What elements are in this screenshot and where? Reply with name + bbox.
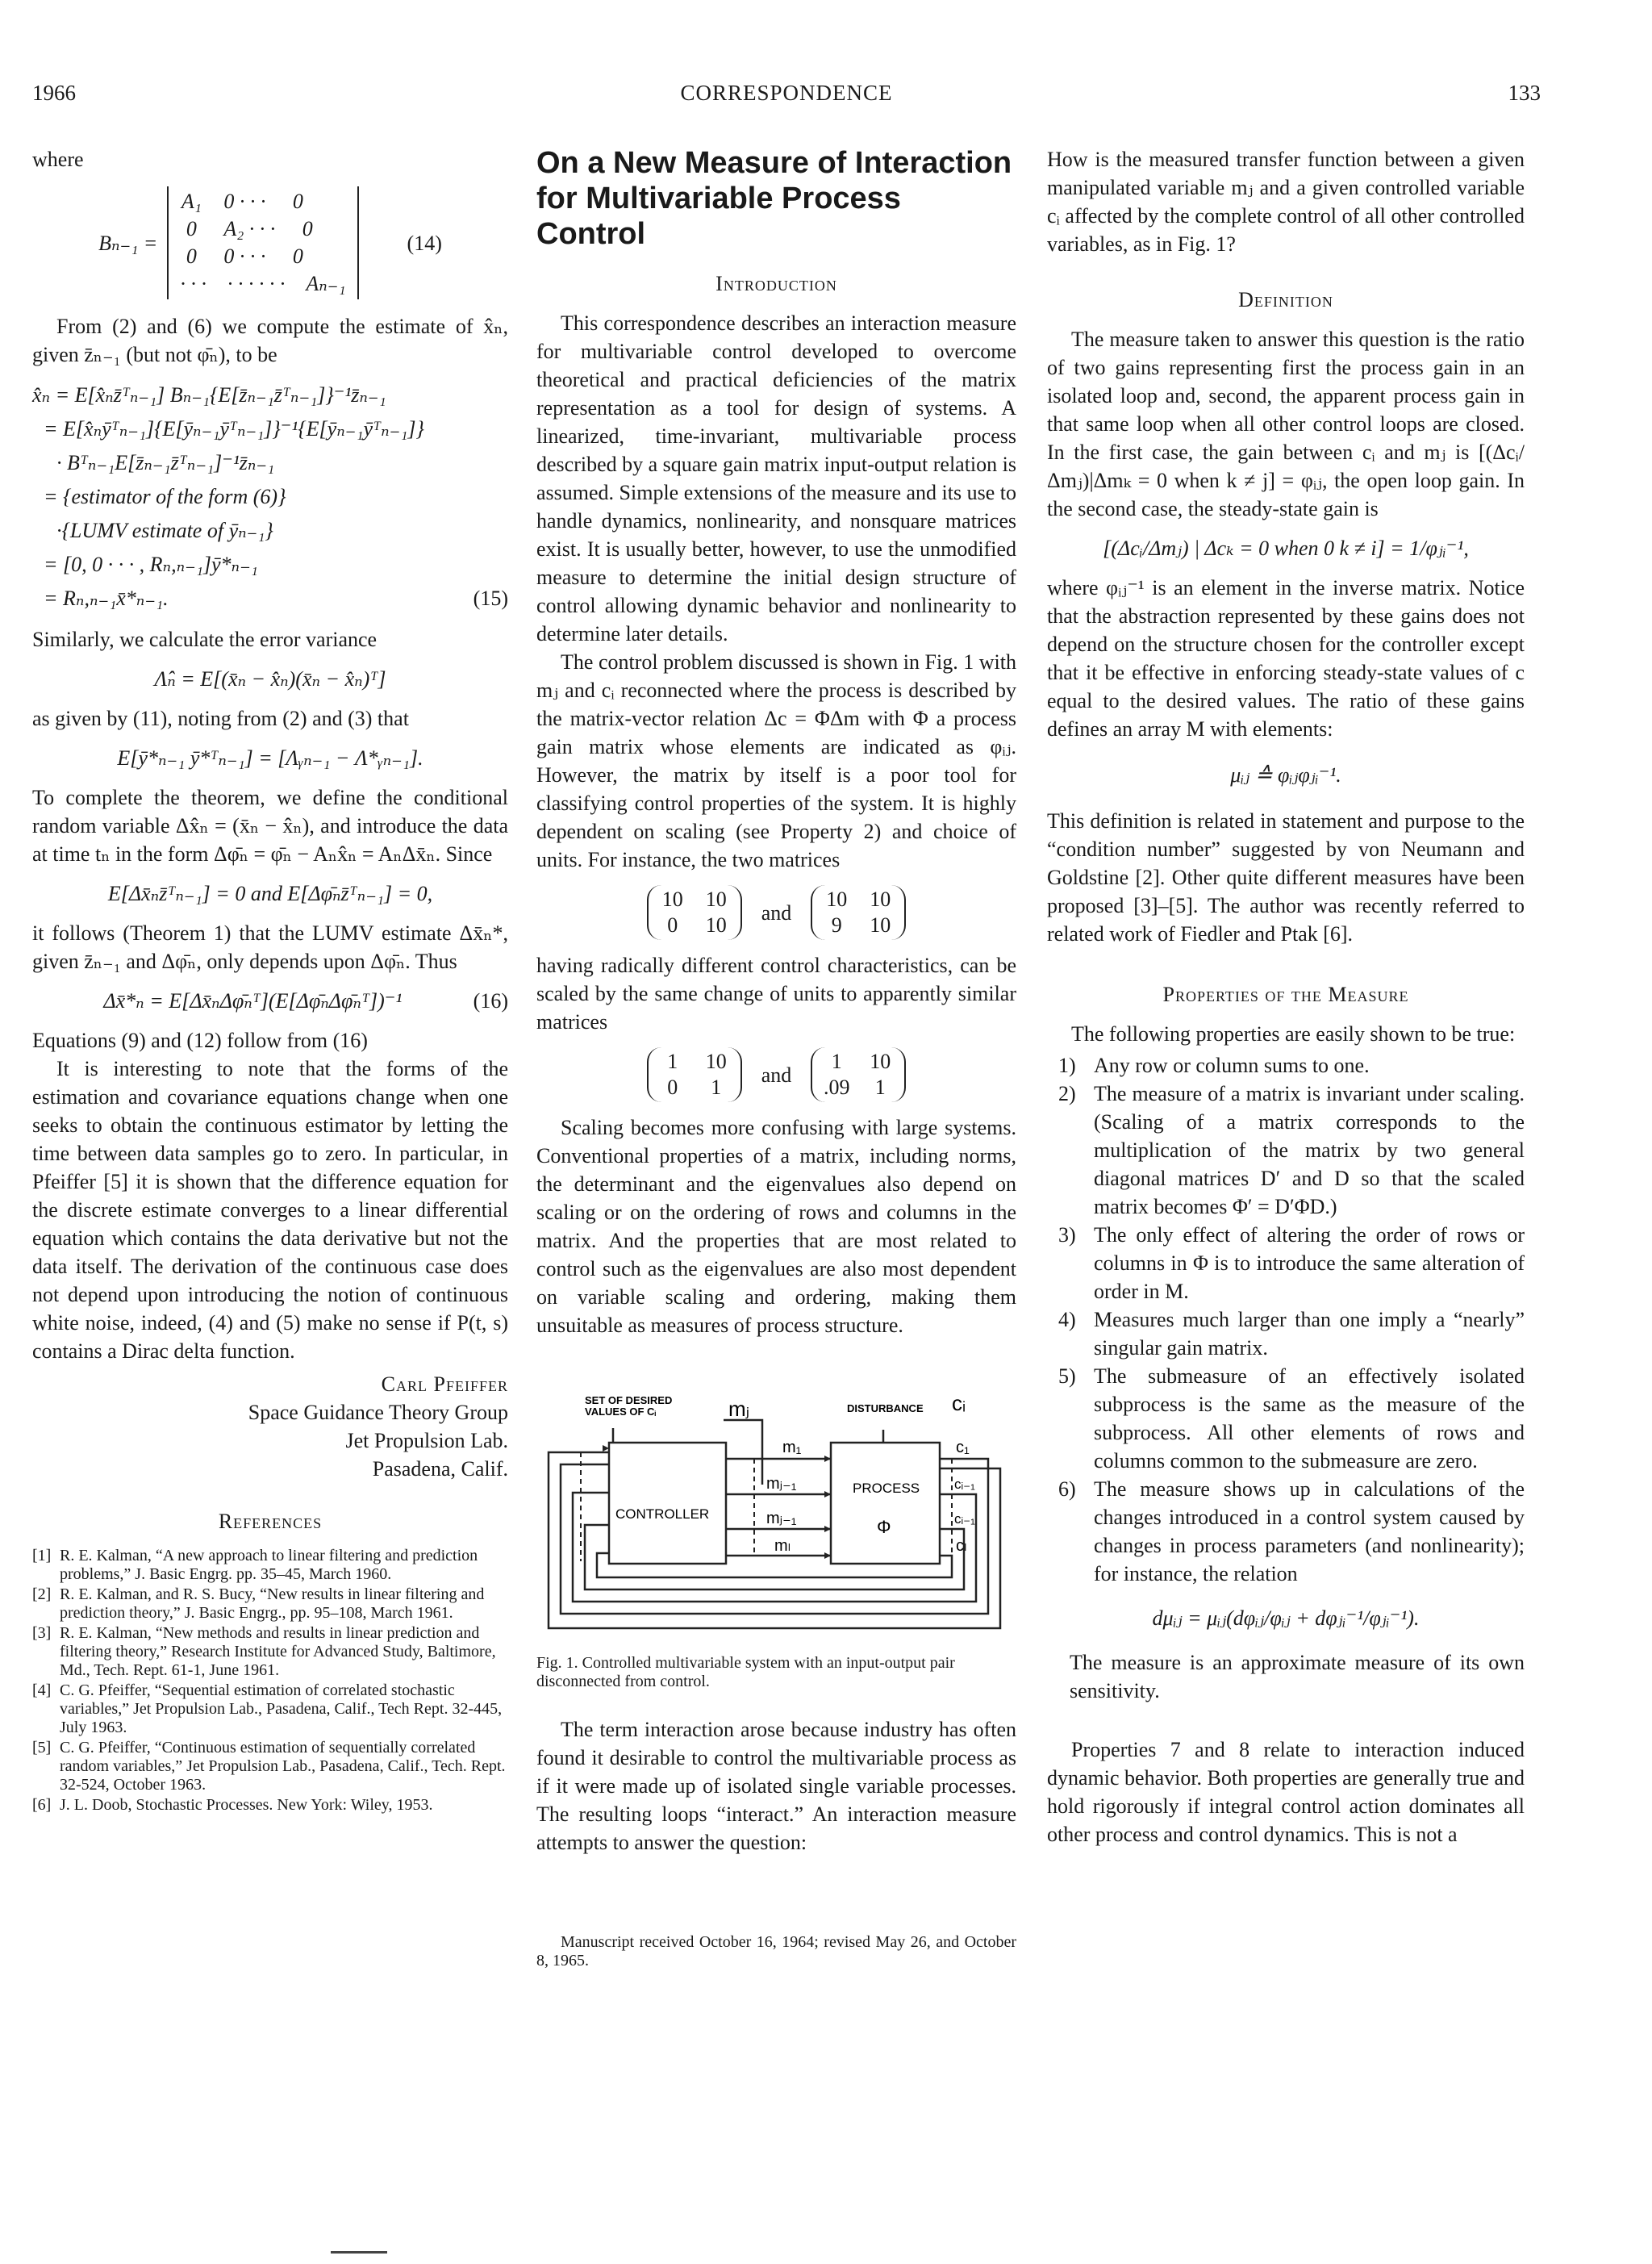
figure-label-ci-1: cᵢ₋₁ (954, 1477, 975, 1492)
matrix-d (811, 1047, 906, 1102)
property-number: 1) (1058, 1054, 1076, 1077)
paragraph-measure: The measure taken to answer this question is the ratio of two gains representing first the process gain in an isolated loop and, second, the apparent process gain in that same loop when all other control loops are closed. In the first case, the gain between cᵢ and mⱼ is [(Δcᵢ/Δmⱼ)|Δmₖ = 0 when k ≠ j] = φᵢⱼ, the open loop gain. In the second case, the steady-state gain is (1047, 328, 1525, 520)
equation-lambda: Λ̂ₙ = E[(x̄ₙ − x̂ₙ)(x̄ₙ − x̂ₙ)ᵀ] (154, 667, 386, 691)
properties-list (1047, 1051, 1525, 1588)
figure-label-process: PROCESS (853, 1481, 920, 1496)
matrix-lhs: Bₙ₋₁ = (98, 231, 158, 255)
property-text: The only effect of altering the order of rows or columns in Φ is to introduce the same alteration of order in M. (1094, 1223, 1525, 1303)
equation-line: x̂ₙ = E[x̂ₙz̄ᵀₙ₋₁] Bₙ₋₁{E[z̄ₙ₋₁z̄ᵀₙ₋₁]}⁻¹z̄ₙ₋₁ (32, 383, 386, 407)
reference-item (32, 1796, 508, 1815)
author-location: Pasadena, Calif. (372, 1457, 508, 1481)
and-text: and (761, 900, 792, 925)
property-item (1047, 1475, 1525, 1588)
running-header (32, 81, 1541, 113)
matrix-c (647, 1047, 742, 1102)
matrix-cell: 0 (302, 217, 313, 240)
equation-line: Δx̄*ₙ = E[Δx̄ₙΔφ̄ₙᵀ](E[Δφ̄ₙΔφ̄ₙᵀ])⁻¹ (103, 989, 403, 1013)
property-text: The measure of a matrix is invariant under scaling. (Scaling of a matrix corresponds to the multiplication of the matrix by two general diagonal matrices D′ and D so that the scaled matrix becomes Φ′ = D′ΦD.) (1094, 1082, 1525, 1218)
reference-text: C. G. Pfeiffer, “Sequential estimation of correlated stochastic variables,” Jet Propulsion Lab., Pasadena, Calif., Tech Rept. 32-445, July 1963. (60, 1681, 503, 1736)
author-lab: Jet Propulsion Lab. (345, 1429, 508, 1452)
figure-label-ml: mₗ (774, 1537, 791, 1555)
paragraph-follows: it follows (Theorem 1) that the LUMV estimate Δx̄ₙ*, given z̄ₙ₋₁ and Δφ̄ₙ, only depends upon Δφ̄ₙ. Thus (32, 921, 508, 973)
property-number: 4) (1058, 1308, 1076, 1331)
equation-steady-state: [(Δcᵢ/Δmⱼ) | Δcₖ = 0 when 0 k ≠ i] = 1/φⱼᵢ⁻¹, (1103, 537, 1469, 560)
matrix-cell: 10 (661, 888, 683, 911)
paragraph-props-7-8: Properties 7 and 8 relate to interaction induced dynamic behavior. Both properties are generally true and hold rigorously if integral control action dominates all other process and control dynamics. This is not a (1047, 1738, 1525, 1846)
figure-label-values: VALUES OF Cᵢ (585, 1406, 657, 1418)
paragraph-term: The term interaction arose because industry has often found it desirable to control the multivariable process as if it were made up of isolated single variable processes. The resulting loops “interact.” An interaction measure attempts to answer the question: (536, 1718, 1016, 1854)
equation-line: = {estimator of the form (6)} (44, 485, 286, 508)
equation-mu: μᵢⱼ ≙ φᵢⱼφⱼᵢ⁻¹. (1230, 763, 1341, 787)
property-number: 6) (1058, 1477, 1076, 1501)
equation-line: = Rₙ,ₙ₋₁x̄*ₙ₋₁. (44, 587, 169, 610)
matrix-cell: 10 (870, 1050, 891, 1073)
matrix-cell: · · · · · · (227, 272, 286, 295)
matrix-cell: 0 (186, 244, 197, 268)
reference-number: [3] (32, 1624, 52, 1642)
paragraph-from: From (2) and (6) we compute the estimate of x̂ₙ, given z̄ₙ₋₁ (but not φ̄ₙ), to be (32, 315, 508, 366)
where-text: where (32, 148, 84, 171)
matrix-cell: 10 (870, 888, 891, 911)
matrix-cell: 1 (711, 1076, 722, 1099)
matrix-cell: 1 (831, 1050, 842, 1073)
article-title: On a New Measure of Interaction for Multivariable Process Control (536, 146, 1012, 251)
property-number: 2) (1058, 1082, 1076, 1105)
figure-label-mj-1: mⱼ₋₁ (766, 1475, 797, 1493)
introduction-heading: Introduction (715, 272, 837, 295)
matrix-cell: 1 (667, 1050, 678, 1073)
property-item (1047, 1362, 1525, 1475)
matrices-scaled (536, 1047, 1016, 1102)
matrix-cell: .09 (824, 1076, 850, 1099)
equation-16 (32, 987, 508, 1015)
property-number: 3) (1058, 1223, 1076, 1247)
matrix-cell: A₁ (181, 190, 202, 213)
reference-item (32, 1624, 508, 1680)
reference-number: [2] (32, 1585, 52, 1603)
paragraph-equations: Equations (9) and (12) follow from (16) (32, 1029, 368, 1052)
figure-label-phi: Φ (877, 1517, 891, 1537)
reference-item (32, 1547, 508, 1584)
reference-item (32, 1739, 508, 1794)
figure-label-mj-1b: mⱼ₋₁ (766, 1510, 797, 1527)
equation-since: E[Δx̄ₙz̄ᵀₙ₋₁] = 0 and E[Δφ̄ₙz̄ᵀₙ₋₁] = 0, (107, 882, 433, 905)
equation-given: E[ȳ*ₙ₋₁ ȳ*ᵀₙ₋₁] = [Λᵧₙ₋₁ − Λ*ᵧₙ₋₁]. (117, 746, 423, 770)
matrix-cell: · · · (180, 272, 206, 295)
header-year: 1966 (32, 81, 76, 105)
matrix-cell: Aₙ₋₁ (306, 272, 346, 295)
figure-label-ci: cᵢ (952, 1391, 966, 1415)
references-list (32, 1547, 508, 1815)
and-text: and (761, 1063, 792, 1087)
paragraph-scaling: Scaling becomes more confusing with large systems. Conventional properties of a matrix, including norms, the determinant and the eigenvalues also depend on scaling or on the ordering of rows and columns in the matrix. And the properties that are most related to control such as the eigenvalues are also most dependent on variable scaling and ordering, making them unsuitable as measures of process structure. (536, 1116, 1016, 1337)
paragraph-complete: To complete the theorem, we define the conditional random variable Δx̂ₙ = (x̄ₙ − x̂ₙ), and introduce the data at time tₙ in the form Δφ̄ₙ = φ̄ₙ − Aₙx̂ₙ = AₙΔx̄ₙ. Since (32, 786, 508, 866)
reference-number: [1] (32, 1547, 52, 1564)
equation-line: · Bᵀₙ₋₁E[z̄ₙ₋₁z̄ᵀₙ₋₁]⁻¹z̄ₙ₋₁ (56, 451, 275, 474)
paragraph-scaled: having radically different control characteristics, can be scaled by the same change of units to apparently similar matrices (536, 954, 1016, 1034)
figure-label-set: SET OF DESIRED (585, 1394, 673, 1406)
reference-number: [4] (32, 1681, 52, 1699)
process-block (831, 1443, 940, 1564)
paragraph-definition: This definition is related in statement and purpose to the “condition number” suggested by von Neumann and Goldstine [2]. Other quite different measures have been proposed [3]–[5]. The author was recently referred to related work of Fiedler and Ptak [6]. (1047, 809, 1525, 946)
matrix-cell: A₂ · · · (223, 217, 276, 240)
reference-text: R. E. Kalman, “A new approach to linear filtering and prediction problems,” J. Basic Engrg. pp. 35–45, March 1960. (60, 1547, 478, 1583)
reference-number: [6] (32, 1796, 52, 1814)
paragraph-following: The following properties are easily shown to be true: (1071, 1022, 1516, 1046)
matrix-cell: 0 · · · (223, 244, 266, 268)
reference-text: R. E. Kalman, and R. S. Bucy, “New results in linear filtering and prediction theory,” J. Basic Engrg., pp. 95–108, March 1961. (60, 1585, 485, 1622)
bottom-rule (331, 2251, 387, 2254)
properties-heading: Properties of the Measure (1162, 983, 1409, 1006)
matrix-cell: 0 (292, 244, 303, 268)
matrix-cell: 1 (874, 1076, 886, 1099)
equation-line: = [0, 0 · · · , Rₙ,ₙ₋₁]ȳ*ₙ₋₁ (44, 553, 258, 576)
matrix-cell: 0 · · · (223, 190, 266, 213)
column-right (1047, 145, 1525, 1848)
matrix-cell: 0 (186, 217, 197, 240)
figure-1-diagram (536, 1372, 1016, 1646)
reference-text: R. E. Kalman, “New methods and results in linear prediction and filtering theory,” Research Institute for Advanced Study, Baltimore, Md., Tech. Rept. 61-1, June 1961. (60, 1624, 496, 1679)
figure-label-ci-1b: cᵢ₋₁ (954, 1511, 975, 1527)
reference-number: [5] (32, 1739, 52, 1756)
matrix-a (647, 885, 742, 940)
figure-label-cl: cₗ (956, 1537, 967, 1555)
reference-item (32, 1681, 508, 1737)
paragraph-given: as given by (11), noting from (2) and (3) that (32, 707, 409, 730)
paragraph-control: The control problem discussed is shown in Fig. 1 with mⱼ and cᵢ reconnected where the process is described by the matrix-vector relation Δc = ΦΔm with Φ a process gain matrix whose elements are indicated as φᵢⱼ. However, the matrix by itself is a poor tool for classifying control properties of the system. It is highly dependent on scaling (see Property 2) and choice of units. For instance, the two matrices (536, 650, 1016, 871)
column-middle (536, 145, 1016, 1970)
figure-label-c1: c₁ (956, 1439, 970, 1456)
reference-item (32, 1585, 508, 1623)
references-heading: References (218, 1510, 323, 1533)
figure-caption: Fig. 1. Controlled multivariable system with an input-output pair disconnected from control. (536, 1654, 955, 1690)
manuscript-note: Manuscript received October 16, 1964; revised May 26, and October 8, 1965. (536, 1933, 1016, 1970)
matrices-unscaled (536, 885, 1016, 940)
definition-heading: Definition (1238, 288, 1333, 311)
matrix-cell: 10 (705, 1050, 727, 1073)
header-page-number: 133 (1508, 81, 1541, 105)
equation-number: (14) (407, 231, 442, 255)
property-item (1047, 1080, 1525, 1221)
matrix-cell: 10 (870, 913, 891, 937)
author-name: Carl Pfeiffer (381, 1372, 508, 1396)
paragraph-intro: This correspondence describes an interaction measure for multivariable control developed to overcome theoretical and practical deficiencies of the matrix representation as a tool for design of systems. A linearized, time-invariant, multivariable process described by a square gain matrix input-output relation is assumed. Simple extensions of the measure and its use to handle dynamics, nonlinearity, and nonsquare matrices exist. It is usually better, however, to use the unmodified measure to determine the initial design structure of control allowing dynamic behavior and nonlinearity to determine later details. (536, 311, 1017, 645)
paragraph-where: where φᵢⱼ⁻¹ is an element in the inverse matrix. Notice that the abstraction represented by these gains does not depend on the structure chosen for the controller except that it be effective in enforcing steady-state values of c equal to the desired values. The ratio of these gains defines an array M with elements: (1047, 576, 1525, 741)
paragraph-how: How is the measured transfer function between a given manipulated variable mⱼ and a given controlled variable cᵢ affected by the complete control of all other controlled variables, as in Fig. 1? (1047, 148, 1525, 256)
property-item (1047, 1051, 1525, 1080)
equation-line: ·{LUMV estimate of ȳₙ₋₁} (56, 519, 273, 542)
figure-label-disturbance: DISTURBANCE (847, 1402, 924, 1414)
matrix-cell: 10 (826, 888, 848, 911)
figure-label-m1: m₁ (782, 1439, 802, 1456)
paragraph-interesting: It is interesting to note that the forms of the estimation and covariance equations change when one seeks to obtain the continuous estimator by letting the time between data samples go to zero. In particular, in Pfeiffer [5] it is shown that the difference equation for the discrete estimate converges to a linear differential equation which contains the data derivative but not the data itself. The derivation of the continuous case does not depend upon introducing the notion of continuous white noise, indeed, (4) and (5) make no sense if P(t, s) contains a Dirac delta function. (32, 1057, 508, 1363)
equation-dmu: dμᵢⱼ = μᵢⱼ(dφᵢⱼ/φᵢⱼ + dφⱼᵢ⁻¹/φⱼᵢ⁻¹). (1152, 1606, 1420, 1630)
block-matrix (167, 186, 358, 299)
equation-14 (32, 186, 508, 299)
property-text: The submeasure of an effectively isolated subprocess is the same as the measure of the subprocess. All other elements of rows and columns common to the submeasure are zero. (1094, 1364, 1525, 1472)
reference-text: C. G. Pfeiffer, “Continuous estimation of sequentially correlated random variables,” Jet Propulsion Lab., Pasadena, Calif., Tech. Rept. 32-524, October 1963. (60, 1739, 506, 1794)
matrix-cell: 10 (705, 888, 727, 911)
matrix-cell: 9 (831, 913, 842, 937)
matrix-cell: 0 (667, 913, 678, 937)
matrix-b (811, 885, 906, 940)
paragraph-approx: The measure is an approximate measure of its own sensitivity. (1070, 1651, 1525, 1702)
figure-label-mj: mⱼ (728, 1397, 750, 1421)
property-text: Any row or column sums to one. (1094, 1054, 1370, 1077)
header-section: CORRESPONDENCE (680, 81, 893, 105)
equation-number: (16) (473, 989, 508, 1013)
property-item (1047, 1221, 1525, 1305)
controller-block (609, 1443, 726, 1564)
matrix-cell: 0 (292, 190, 303, 213)
author-signature (32, 1370, 508, 1483)
author-affiliation: Space Guidance Theory Group (248, 1401, 508, 1424)
figure-label-controller: CONTROLLER (615, 1506, 710, 1522)
property-text: Measures much larger than one imply a “nearly” singular gain matrix. (1094, 1308, 1525, 1360)
reference-text: J. L. Doob, Stochastic Processes. New York: Wiley, 1953. (60, 1796, 433, 1814)
property-text: The measure shows up in calculations of the changes introduced in a control system caused by changes in process parameters (and nonlinearity); for instance, the relation (1094, 1477, 1525, 1585)
equation-number: (15) (473, 587, 508, 610)
column-left (32, 145, 508, 1816)
property-number: 5) (1058, 1364, 1076, 1388)
equation-15 (32, 378, 508, 616)
paragraph-similarly: Similarly, we calculate the error variance (32, 628, 378, 651)
matrix-cell: 10 (705, 913, 727, 937)
equation-line: = E[x̂ₙȳᵀₙ₋₁]{E[ȳₙ₋₁ȳᵀₙ₋₁]}⁻¹{E[ȳₙ₋₁ȳᵀₙ₋₁]} (44, 417, 424, 441)
property-item (1047, 1305, 1525, 1362)
matrix-cell: 0 (667, 1076, 678, 1099)
